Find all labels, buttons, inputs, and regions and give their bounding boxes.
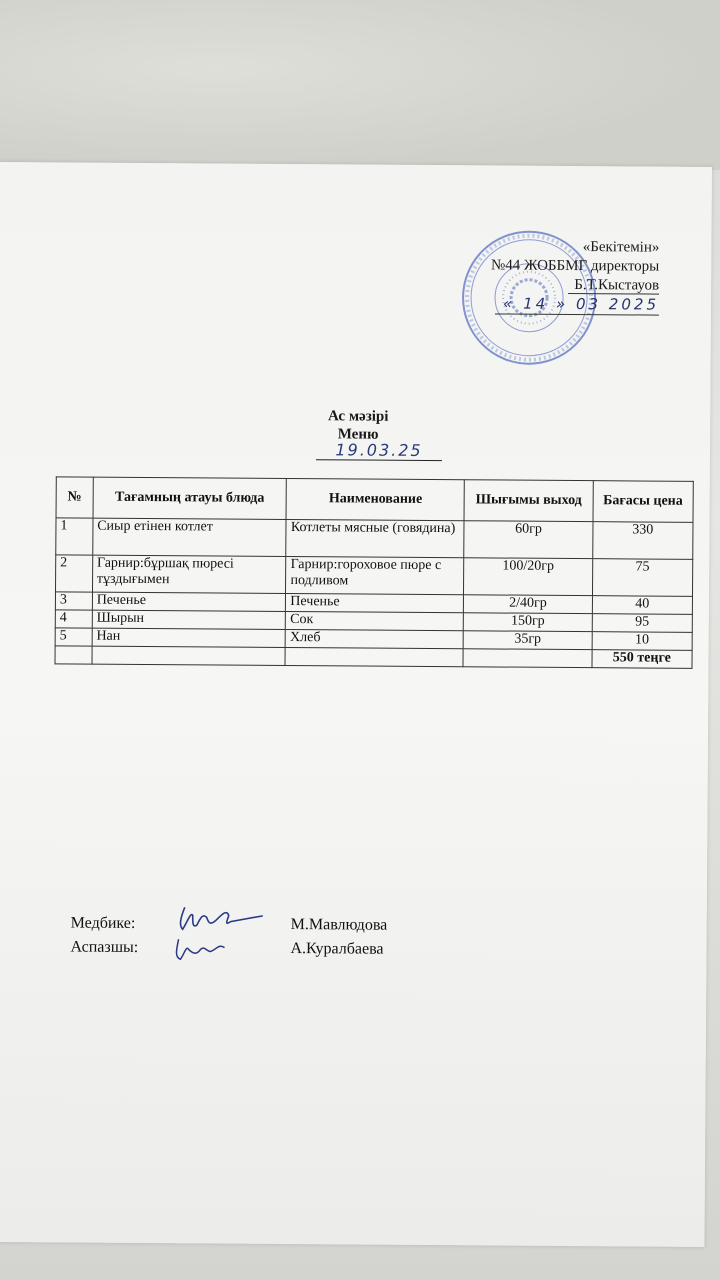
cell-output: 60гр [464,521,592,559]
menu-title-ru: Меню [337,426,379,443]
cell-empty [285,648,463,667]
cook-name: А.Куралбаева [290,940,384,958]
menu-title-kz: Ас мәзірі [327,408,389,425]
approval-date: « 14 » 03 2025 [491,294,659,315]
menu-date: 19.03.25 [316,440,442,461]
cell-name-kz: Шырын [92,610,286,629]
header-name-kz: Тағамның атауы блюда [93,477,287,519]
cell-price: 10 [592,632,692,651]
cell-name-ru: Гарнир:гороховое пюре с подливом [286,557,464,595]
approval-block [491,237,660,315]
table-total-row [55,646,692,668]
table-header-row [56,477,693,522]
header-output: Шығымы выход [464,480,592,522]
cell-price: 75 [592,559,693,597]
approval-position: №44 ЖОББМГ директоры [490,257,660,275]
cell-empty [55,646,92,664]
cell-total: 550 теңге [592,650,692,669]
cell-output: 2/40гр [464,595,592,614]
cell-price: 330 [592,522,693,560]
tablecloth-background [0,0,720,170]
cell-name-kz: Печенье [92,592,286,611]
header-no: № [56,477,93,518]
cell-name-ru: Печенье [286,594,464,613]
cell-output: 35гр [464,631,592,650]
cell-price: 95 [592,614,692,633]
cell-no: 4 [55,610,92,628]
cell-empty [92,646,286,665]
cell-output: 100/20гр [464,558,592,596]
cell-no: 2 [56,555,93,592]
cell-price: 40 [592,596,692,615]
nurse-label: Медбике: [70,914,136,932]
menu-table [54,476,693,668]
cell-no: 1 [56,518,93,555]
table-row [56,555,693,596]
cell-output: 150гр [464,613,592,632]
header-price: Бағасы цена [593,481,694,523]
approval-heading: «Бекітемін» [582,239,660,256]
cell-name-kz: Гарнир:бұршақ пюресі тұздығымен [92,555,286,593]
menu-document [0,162,712,1247]
cell-name-ru: Сок [286,612,464,631]
signature-cook [70,939,383,959]
cell-name-ru: Хлеб [286,630,464,649]
cell-name-ru: Котлеты мясные (говядина) [286,520,464,558]
table-row [56,518,693,559]
cell-no: 5 [55,628,92,646]
cell-name-kz: Нан [92,628,286,647]
cook-label: Аспазшы: [70,938,139,956]
cell-name-kz: Сиыр етінен котлет [93,518,287,556]
cell-no: 3 [55,592,92,610]
approval-director-name: Б.Т.Кыстауов [491,275,659,295]
cell-empty [463,649,591,668]
signature-nurse [71,915,388,935]
header-name-ru: Наименование [286,479,464,521]
nurse-name: М.Мавлюдова [290,916,388,934]
